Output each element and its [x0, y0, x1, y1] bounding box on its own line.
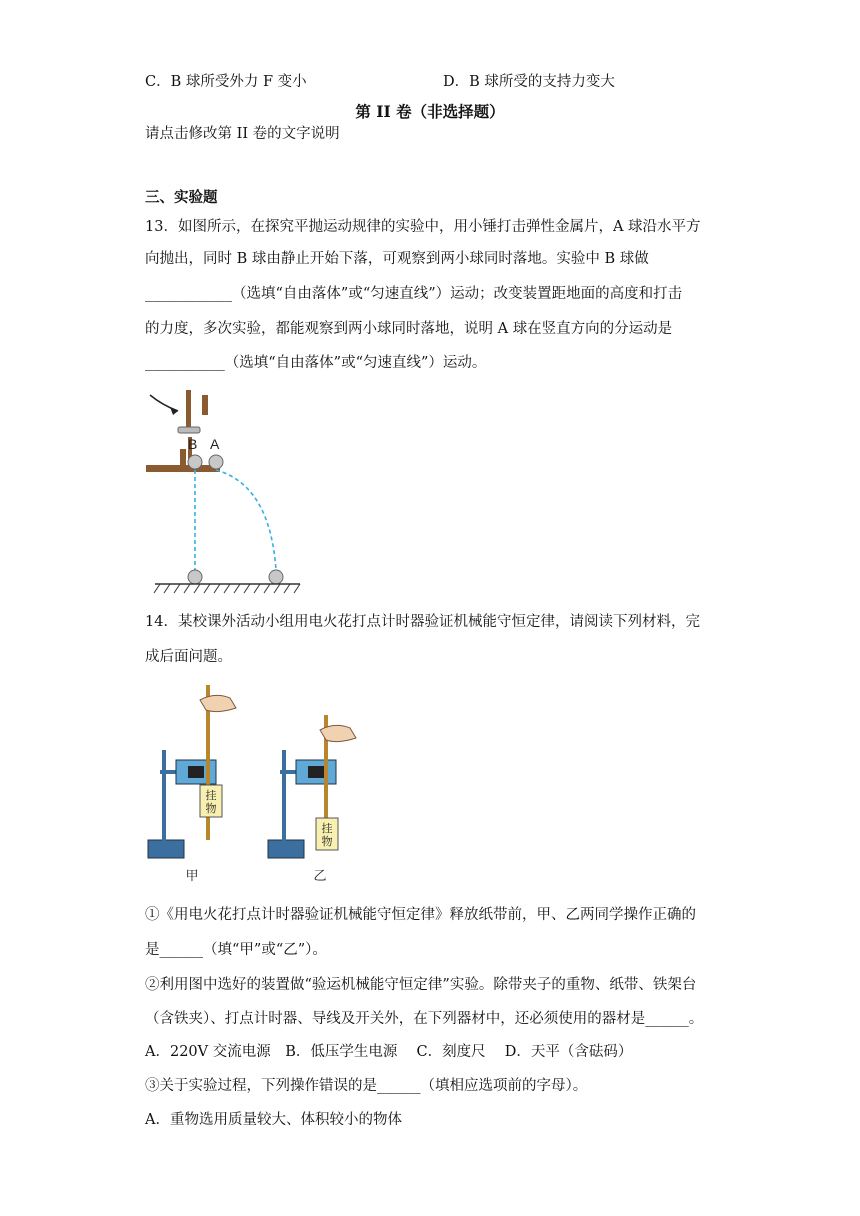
svg-text:物: 物 — [321, 835, 333, 848]
section-note[interactable]: 请点击修改第 II 卷的文字说明 — [145, 126, 340, 142]
setup-yi — [268, 715, 356, 858]
q13-line-5: ___________（选填“自由落体”或“匀速直线”）运动。 — [145, 355, 487, 371]
q13-line-4: 的力度，多次实验，都能观察到两小球同时落地，说明 A 球在竖直方向的分运动是 — [145, 321, 673, 337]
timer-setup-figure — [140, 680, 370, 890]
q13-line-1: 13．如图所示，在探究平抛运动规律的实验中，用小锤打击弹性金属片，A 球沿水平方 — [145, 219, 701, 235]
q13-line-3: ____________（选填“自由落体”或“匀速直线”）运动；改变装置距地面的高度和打击 — [145, 286, 683, 302]
part-heading: 三、实验题 — [145, 189, 218, 206]
q13-line-2: 向抛出，同时 B 球由静止开始下落，可观察到两小球同时落地。实验中 B 球做 — [145, 251, 649, 267]
q14-2-line-1: ②利用图中选好的装置做“验运机械能守恒定律”实验。除带夹子的重物、纸带、铁架台 — [145, 977, 697, 993]
option-d: D．B 球所受的支持力变大 — [443, 74, 615, 90]
setup-jia — [148, 685, 236, 858]
q14-intro-line-1: 14．某校课外活动小组用电火花打点计时器验证机械能守恒定律，请阅读下列材料，完 — [145, 614, 700, 630]
section-title: 第 II 卷（非选择题） — [355, 102, 505, 121]
q14-1-line-2: 是______（填“甲”或“乙”）。 — [145, 942, 327, 958]
projectile-apparatus-figure — [140, 385, 310, 600]
caption-yi: 乙 — [313, 869, 327, 884]
svg-text:挂: 挂 — [205, 789, 217, 802]
label-b: B — [188, 436, 198, 452]
q14-3-line: ③关于实验过程，下列操作错误的是______（填相应选项前的字母）。 — [145, 1078, 588, 1094]
svg-text:挂: 挂 — [321, 822, 333, 835]
q14-2-line-2: （含铁夹）、打点计时器、导线及开关外，在下列器材中，还必须使用的器材是______。 — [145, 1011, 704, 1027]
caption-jia: 甲 — [185, 869, 199, 884]
q14-3-option-a: A．重物选用质量较大、体积较小的物体 — [145, 1112, 402, 1128]
label-a: A — [210, 436, 220, 452]
q14-2-options: A．220V 交流电源 B．低压学生电源 C．刻度尺 D．天平（含砝码） — [145, 1044, 633, 1060]
q14-intro-line-2: 成后面问题。 — [145, 649, 232, 665]
option-c: C．B 球所受外力 F 变小 — [145, 74, 307, 90]
svg-text:物: 物 — [205, 802, 217, 815]
q14-1-line-1: ①《用电火花打点计时器验证机械能守恒定律》释放纸带前，甲、乙两同学操作正确的 — [145, 907, 696, 923]
